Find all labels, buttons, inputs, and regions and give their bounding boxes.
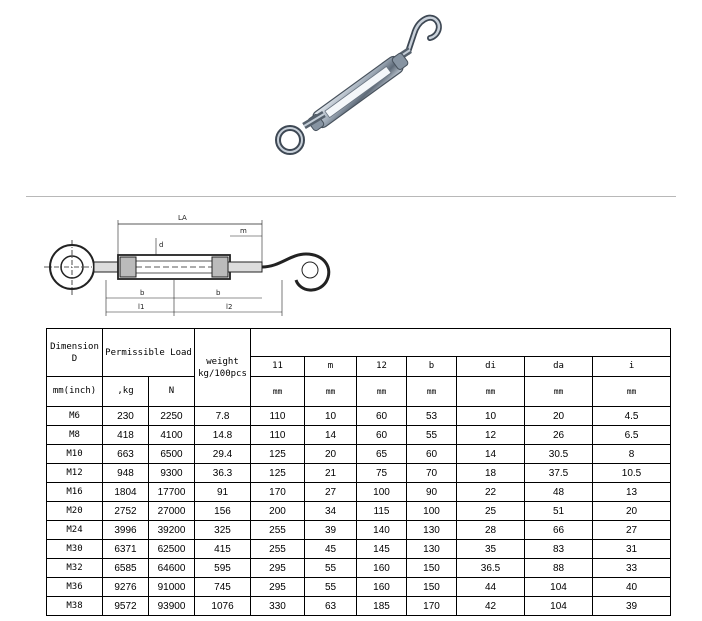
table-cell: 27 (305, 483, 357, 502)
table-cell: 418 (103, 426, 149, 445)
table-cell: 60 (407, 445, 457, 464)
table-cell: 185 (357, 597, 407, 616)
table-cell: 64600 (149, 559, 195, 578)
table-cell: 145 (357, 540, 407, 559)
table-cell: 7.8 (195, 407, 251, 426)
table-cell: 90 (407, 483, 457, 502)
table-cell: 10.5 (593, 464, 671, 483)
table-cell: 9300 (149, 464, 195, 483)
table-cell: 70 (407, 464, 457, 483)
table-cell: 39200 (149, 521, 195, 540)
header-unit-0: mm (251, 377, 305, 407)
table-cell: 28 (457, 521, 525, 540)
table-cell-size: M24 (47, 521, 103, 540)
table-cell: 2752 (103, 502, 149, 521)
drawing-hook (262, 254, 329, 290)
table-cell: 62500 (149, 540, 195, 559)
table-cell: 13 (593, 483, 671, 502)
header-col-5: da (525, 357, 593, 377)
table-cell: 125 (251, 464, 305, 483)
table-cell: 8 (593, 445, 671, 464)
table-cell: 55 (407, 426, 457, 445)
table-cell: 10 (457, 407, 525, 426)
table-cell: 325 (195, 521, 251, 540)
table-row (47, 597, 671, 616)
table-cell: 26 (525, 426, 593, 445)
table-cell: 51 (525, 502, 593, 521)
table-cell-size: M30 (47, 540, 103, 559)
table-cell: 130 (407, 540, 457, 559)
table-cell: 39 (593, 597, 671, 616)
table-cell: 170 (407, 597, 457, 616)
drawing-label-b-right: b (216, 289, 221, 297)
table-cell: 140 (357, 521, 407, 540)
table-cell: 170 (251, 483, 305, 502)
table-cell: 63 (305, 597, 357, 616)
table-cell: 55 (305, 559, 357, 578)
table-row (47, 426, 671, 445)
table-cell: 6500 (149, 445, 195, 464)
table-cell: 20 (305, 445, 357, 464)
header-unit-6: mm (593, 377, 671, 407)
table-cell: 44 (457, 578, 525, 597)
header-unit-5: mm (525, 377, 593, 407)
table-cell: 48 (525, 483, 593, 502)
table-cell: 39 (305, 521, 357, 540)
table-cell: 14 (457, 445, 525, 464)
table-cell-size: M36 (47, 578, 103, 597)
table-cell: 255 (251, 540, 305, 559)
table-cell: 60 (357, 407, 407, 426)
table-cell: 36.5 (457, 559, 525, 578)
table-cell: 230 (103, 407, 149, 426)
table-cell: 55 (305, 578, 357, 597)
table-cell: 663 (103, 445, 149, 464)
header-dimension: Dimension D (47, 329, 103, 377)
header-unit-3: mm (407, 377, 457, 407)
table-cell: 104 (525, 578, 593, 597)
table-cell: 9276 (103, 578, 149, 597)
table-cell: 150 (407, 578, 457, 597)
table-cell: 65 (357, 445, 407, 464)
table-cell: 75 (357, 464, 407, 483)
table-cell: 83 (525, 540, 593, 559)
table-cell: 40 (593, 578, 671, 597)
header-permissible-load: Permissible Load (103, 329, 195, 377)
table-cell: 9572 (103, 597, 149, 616)
header-col-2: 12 (357, 357, 407, 377)
table-cell-size: M16 (47, 483, 103, 502)
table-cell: 91000 (149, 578, 195, 597)
header-col-0: 11 (251, 357, 305, 377)
table-row (47, 578, 671, 597)
table-cell: 21 (305, 464, 357, 483)
table-cell: 200 (251, 502, 305, 521)
turnbuckle-photo (268, 6, 444, 164)
table-cell: 27 (593, 521, 671, 540)
table-cell: 6.5 (593, 426, 671, 445)
table-cell: 66 (525, 521, 593, 540)
table-cell: 6371 (103, 540, 149, 559)
table-cell-size: M32 (47, 559, 103, 578)
table-cell: 53 (407, 407, 457, 426)
table-cell: 110 (251, 426, 305, 445)
header-load-unit-kg: ,kg (103, 377, 149, 407)
table-cell: 93900 (149, 597, 195, 616)
table-row (47, 559, 671, 578)
table-cell: 42 (457, 597, 525, 616)
table-cell: 18 (457, 464, 525, 483)
table-cell: 160 (357, 559, 407, 578)
header-col-1: m (305, 357, 357, 377)
table-cell: 20 (525, 407, 593, 426)
table-cell: 10 (305, 407, 357, 426)
drawing-label-b-left: b (140, 289, 145, 297)
table-cell: 88 (525, 559, 593, 578)
table-cell: 255 (251, 521, 305, 540)
header-col-6: i (593, 357, 671, 377)
table-cell-size: M6 (47, 407, 103, 426)
table-cell: 37.5 (525, 464, 593, 483)
table-row (47, 502, 671, 521)
table-cell: 30.5 (525, 445, 593, 464)
table-cell: 25 (457, 502, 525, 521)
table-cell: 2250 (149, 407, 195, 426)
table-cell: 14 (305, 426, 357, 445)
table-cell-size: M10 (47, 445, 103, 464)
table-cell: 60 (357, 426, 407, 445)
drawing-label-l2: l2 (226, 303, 233, 311)
table-row (47, 540, 671, 559)
turnbuckle-drawing (44, 210, 344, 326)
header-blank (251, 329, 671, 357)
table-cell: 36.3 (195, 464, 251, 483)
spec-table (46, 328, 671, 616)
table-cell: 12 (457, 426, 525, 445)
table-cell: 100 (407, 502, 457, 521)
table-cell: 115 (357, 502, 407, 521)
separator-line (26, 196, 676, 197)
table-cell: 595 (195, 559, 251, 578)
table-cell: 104 (525, 597, 593, 616)
table-cell: 91 (195, 483, 251, 502)
header-dimension-unit: mm(inch) (47, 377, 103, 407)
header-load-unit-n: N (149, 377, 195, 407)
table-cell-size: M12 (47, 464, 103, 483)
table-cell-size: M20 (47, 502, 103, 521)
table-cell: 27000 (149, 502, 195, 521)
drawing-label-l1: l1 (138, 303, 145, 311)
table-cell: 4100 (149, 426, 195, 445)
header-weight: weight kg/100pcs (195, 329, 251, 407)
table-cell: 125 (251, 445, 305, 464)
table-cell: 415 (195, 540, 251, 559)
table-cell: 156 (195, 502, 251, 521)
table-cell: 33 (593, 559, 671, 578)
table-cell: 22 (457, 483, 525, 502)
header-unit-2: mm (357, 377, 407, 407)
table-cell-size: M8 (47, 426, 103, 445)
table-cell: 295 (251, 559, 305, 578)
table-cell: 295 (251, 578, 305, 597)
table-cell: 29.4 (195, 445, 251, 464)
table-cell: 948 (103, 464, 149, 483)
table-row (47, 521, 671, 540)
table-cell: 150 (407, 559, 457, 578)
drawing-label-la: LA (178, 214, 187, 222)
table-cell: 6585 (103, 559, 149, 578)
table-row (47, 407, 671, 426)
table-cell: 160 (357, 578, 407, 597)
header-col-4: di (457, 357, 525, 377)
table-cell: 31 (593, 540, 671, 559)
table-cell: 34 (305, 502, 357, 521)
drawing-label-d: d (159, 241, 164, 249)
table-cell: 330 (251, 597, 305, 616)
table-cell: 35 (457, 540, 525, 559)
table-cell: 110 (251, 407, 305, 426)
table-cell: 100 (357, 483, 407, 502)
table-cell: 20 (593, 502, 671, 521)
table-row (47, 483, 671, 502)
header-col-3: b (407, 357, 457, 377)
drawing-label-m: m (240, 227, 247, 235)
table-cell: 1076 (195, 597, 251, 616)
table-cell: 1804 (103, 483, 149, 502)
table-cell: 745 (195, 578, 251, 597)
table-cell: 130 (407, 521, 457, 540)
table-cell: 17700 (149, 483, 195, 502)
header-unit-4: mm (457, 377, 525, 407)
table-cell-size: M38 (47, 597, 103, 616)
table-row (47, 445, 671, 464)
table-cell: 45 (305, 540, 357, 559)
header-unit-1: mm (305, 377, 357, 407)
table-row (47, 464, 671, 483)
table-cell: 3996 (103, 521, 149, 540)
table-cell: 14.8 (195, 426, 251, 445)
table-cell: 4.5 (593, 407, 671, 426)
